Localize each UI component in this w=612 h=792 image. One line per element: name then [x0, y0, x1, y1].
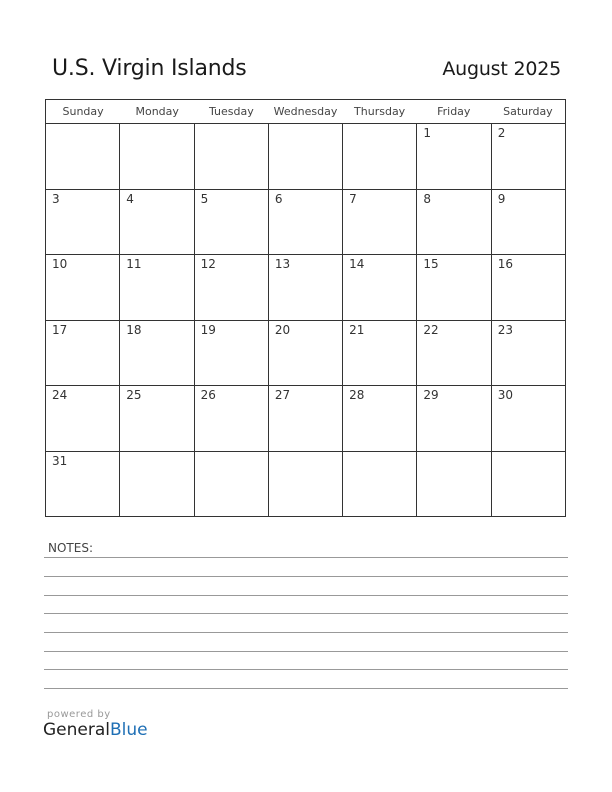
note-line: [44, 595, 568, 596]
day-cell: [417, 255, 491, 320]
weekday-thursday: Thursday: [354, 105, 406, 118]
day-cell: [417, 190, 491, 255]
week-row-2: [46, 190, 565, 256]
note-line: [44, 651, 568, 652]
calendar-month: August 2025: [442, 58, 561, 80]
day-cell: [46, 452, 120, 518]
day-cell: [46, 124, 120, 189]
day-cell: [343, 255, 417, 320]
day-number: 19: [200, 322, 216, 337]
day-cell: [269, 321, 343, 386]
day-number: 25: [126, 388, 142, 402]
day-cell: [269, 386, 343, 451]
day-cell: [417, 386, 491, 451]
day-number: 15: [423, 257, 439, 271]
day-number: 3: [52, 191, 60, 206]
weekday-wednesday: Wednesday: [273, 105, 338, 118]
day-number: 29: [423, 388, 439, 402]
day-number: 28: [349, 388, 365, 402]
day-cell: [269, 452, 343, 518]
day-number: 10: [52, 257, 68, 271]
day-number: 5: [200, 191, 209, 206]
day-number: 11: [126, 257, 142, 271]
day-number: 12: [200, 257, 216, 271]
day-number: 8: [423, 191, 432, 206]
day-number: 13: [274, 257, 291, 271]
day-number: 31: [52, 453, 68, 468]
weekday-sunday: Sunday: [62, 105, 104, 118]
day-cell: [195, 124, 269, 189]
day-cell: [269, 190, 343, 255]
day-number: 6: [274, 191, 283, 206]
weekday-monday: Monday: [135, 105, 179, 118]
day-number: 30: [497, 388, 513, 402]
brand-general: General: [43, 720, 110, 740]
notes-label: NOTES:: [48, 541, 93, 555]
day-cell: [120, 452, 194, 518]
day-cell: [343, 386, 417, 451]
weekday-saturday: Saturday: [503, 105, 553, 118]
note-line: [44, 557, 568, 558]
day-cell: [492, 386, 565, 451]
brand-logo: [43, 720, 148, 740]
week-row-3: [46, 255, 565, 321]
day-cell: [343, 124, 417, 189]
weekday-header-row: [46, 100, 565, 124]
calendar-grid: [45, 99, 566, 517]
day-cell: [195, 386, 269, 451]
week-row-5: [46, 386, 565, 452]
day-cell: [492, 124, 565, 189]
day-number: 22: [423, 322, 439, 337]
day-cell: [417, 321, 491, 386]
note-line: [44, 632, 568, 633]
day-number: 23: [497, 322, 513, 337]
day-number: 4: [126, 191, 134, 206]
week-row-4: [46, 321, 565, 387]
day-cell: [269, 124, 343, 189]
day-cell: [195, 255, 269, 320]
week-row-6: [46, 452, 565, 518]
day-number: 21: [349, 322, 365, 337]
day-cell: [46, 386, 120, 451]
note-line: [44, 669, 568, 670]
day-cell: [195, 321, 269, 386]
day-number: 24: [52, 388, 68, 402]
day-cell: [492, 255, 565, 320]
day-cell: [343, 321, 417, 386]
day-number: 17: [52, 322, 68, 337]
day-cell: [46, 321, 120, 386]
day-cell: [195, 452, 269, 518]
day-cell: [492, 321, 565, 386]
day-cell: [120, 321, 194, 386]
day-number: 18: [126, 322, 142, 337]
day-cell: [492, 452, 565, 518]
day-number: 9: [497, 191, 506, 206]
weekday-friday: Friday: [437, 105, 471, 118]
day-cell: [343, 190, 417, 255]
day-number: 7: [349, 191, 357, 206]
day-cell: [492, 190, 565, 255]
day-cell: [120, 255, 194, 320]
day-number: 16: [497, 257, 513, 271]
powered-by-text: powered by: [47, 709, 111, 720]
day-cell: [269, 255, 343, 320]
note-line: [44, 688, 568, 689]
day-number: 26: [200, 388, 216, 402]
day-cell: [417, 124, 491, 189]
note-line: [44, 576, 568, 577]
day-cell: [120, 386, 194, 451]
calendar-title: U.S. Virgin Islands: [52, 56, 247, 81]
day-number: 14: [349, 257, 365, 271]
brand-blue: Blue: [110, 720, 148, 740]
day-cell: [343, 452, 417, 518]
day-number: 20: [274, 322, 291, 337]
day-cell: [120, 124, 194, 189]
day-number: 27: [274, 388, 291, 402]
day-cell: [417, 452, 491, 518]
note-line: [44, 613, 568, 614]
day-cell: [46, 190, 120, 255]
weekday-tuesday: Tuesday: [208, 105, 254, 118]
day-number: 2: [497, 126, 506, 140]
day-cell: [195, 190, 269, 255]
day-number: 1: [423, 126, 432, 140]
day-cell: [46, 255, 120, 320]
week-row-1: [46, 124, 565, 190]
day-cell: [120, 190, 194, 255]
